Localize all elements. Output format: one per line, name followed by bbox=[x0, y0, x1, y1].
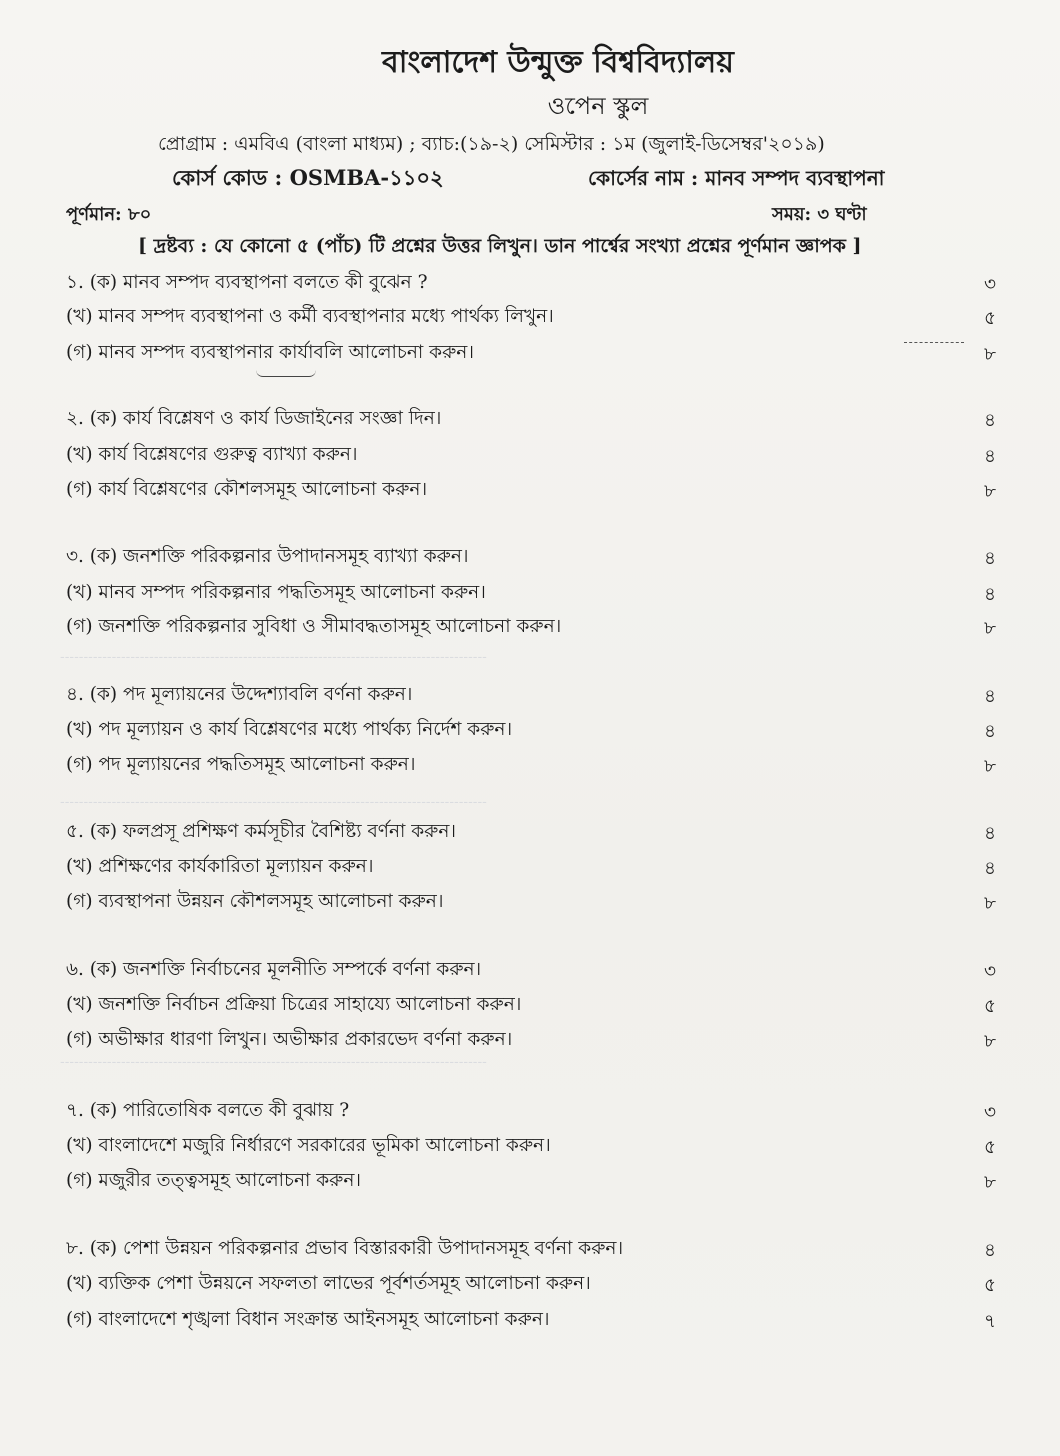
question-1c-mark: ৮ bbox=[983, 344, 996, 365]
question-5a: ৫. (ক) ফলপ্রসূ প্রশিক্ষণ কর্মসূচীর বৈশিষ্ট্য বর্ণনা করুন। bbox=[66, 821, 457, 842]
question-7b-mark: ৫ bbox=[983, 1137, 996, 1158]
question-8c: (গ) বাংলাদেশে শৃঙ্খলা বিধান সংক্রান্ত আইনসমূহ আলোচনা করুন। bbox=[66, 1309, 550, 1330]
question-8c-mark: ৭ bbox=[983, 1311, 997, 1332]
question-3c: (গ) জনশক্তি পরিকল্পনার সুবিধা ও সীমাবদ্ধতাসমূহ আলোচনা করুন। bbox=[66, 616, 562, 637]
question-5b-mark: ৪ bbox=[983, 858, 996, 879]
question-8a: ৮. (ক) পেশা উন্নয়ন পরিকল্পনার প্রভাব বিস্তারকারী উপাদানসমূহ বর্ণনা করুন। bbox=[66, 1238, 624, 1259]
question-8b: (খ) ব্যক্তিক পেশা উন্নয়নে সফলতা লাভের পূর্বশর্তসমূহ আলোচনা করুন। bbox=[66, 1273, 591, 1294]
question-2a-mark: ৪ bbox=[983, 410, 996, 431]
question-8a-mark: ৪ bbox=[983, 1240, 996, 1261]
question-5b: (খ) প্রশিক্ষণের কার্যকারিতা মূল্যায়ন করুন। bbox=[66, 856, 374, 877]
full-marks: পূর্ণমান: ৮০ bbox=[66, 204, 152, 225]
question-3c-mark: ৮ bbox=[983, 618, 996, 639]
question-5c: (গ) ব্যবস্থাপনা উন্নয়ন কৌশলসমূহ আলোচনা করুন। bbox=[66, 891, 444, 912]
question-5c-mark: ৮ bbox=[983, 893, 996, 914]
question-1c: (গ) মানব সম্পদ ব্যবস্থাপনার কার্যাবলি আলোচনা করুন। bbox=[66, 342, 474, 363]
question-7c: (গ) মজুরীর তত্ত্বসমূহ আলোচনা করুন। bbox=[66, 1170, 362, 1191]
question-7c-mark: ৮ bbox=[983, 1172, 996, 1193]
question-2a: ২. (ক) কার্য বিশ্লেষণ ও কার্য ডিজাইনের সংজ্ঞা দিন। bbox=[66, 408, 442, 429]
school-name: ওপেন স্কুল bbox=[547, 92, 649, 120]
question-8b-mark: ৫ bbox=[983, 1275, 996, 1296]
course-code: কোর্স কোড : OSMBA-১১০২ bbox=[172, 165, 444, 190]
question-3a: ৩. (ক) জনশক্তি পরিকল্পনার উপাদানসমূহ ব্যাখ্যা করুন। bbox=[66, 546, 469, 567]
question-2b-mark: ৪ bbox=[983, 446, 996, 467]
reverse-side-bleed: ------------------------------------------------------------------------------------------- bbox=[60, 795, 487, 810]
question-4b: (খ) পদ মূল্যায়ন ও কার্য বিশ্লেষণের মধ্যে পার্থক্য নির্দেশ করুন। bbox=[66, 719, 513, 740]
question-1a: ১. (ক) মানব সম্পদ ব্যবস্থাপনা বলতে কী বুঝেন ? bbox=[66, 272, 428, 293]
instruction-note: [ দ্রষ্টব্য : যে কোনো ৫ (পাঁচ) টি প্রশ্নের উত্তর লিখুন। ডান পার্শ্বের সংখ্যা প্রশ্নের পূর্ণমান জ্ঞাপক ] bbox=[138, 235, 862, 257]
exam-time: সময়: ৩ ঘণ্টা bbox=[772, 204, 867, 225]
university-title: বাংলাদেশ উন্মুক্ত বিশ্ববিদ্যালয় bbox=[382, 45, 734, 80]
reverse-side-bleed: ------------------------------------------------------------------------------------------- bbox=[60, 650, 487, 665]
question-3a-mark: ৪ bbox=[983, 548, 996, 569]
question-3b-mark: ৪ bbox=[983, 584, 996, 605]
question-4c-mark: ৮ bbox=[983, 756, 996, 777]
question-2c: (গ) কার্য বিশ্লেষণের কৌশলসমূহ আলোচনা করুন। bbox=[66, 479, 428, 500]
question-1b-mark: ৫ bbox=[983, 308, 996, 329]
program-info: প্রোগ্রাম : এমবিএ (বাংলা মাধ্যম) ; ব্যাচ:(১৯-২) সেমিস্টার : ১ম (জুলাই-ডিসেম্বর'২০১৯) bbox=[158, 133, 825, 155]
question-6b: (খ) জনশক্তি নির্বাচন প্রক্রিয়া চিত্রের সাহায্যে আলোচনা করুন। bbox=[66, 994, 522, 1015]
reverse-side-bleed: ------------------------------------------------------------------------------------------- bbox=[60, 1055, 487, 1070]
question-7a-mark: ৩ bbox=[983, 1102, 997, 1123]
pen-underline-mark bbox=[256, 370, 316, 377]
pen-dash-mark bbox=[904, 342, 964, 343]
question-4a-mark: ৪ bbox=[983, 686, 996, 707]
question-4b-mark: ৪ bbox=[983, 721, 996, 742]
question-4c: (গ) পদ মূল্যায়নের পদ্ধতিসমূহ আলোচনা করুন। bbox=[66, 754, 416, 775]
question-6a: ৬. (ক) জনশক্তি নির্বাচনের মূলনীতি সম্পর্কে বর্ণনা করুন। bbox=[66, 959, 482, 980]
question-6b-mark: ৫ bbox=[983, 996, 996, 1017]
question-5a-mark: ৪ bbox=[983, 823, 996, 844]
question-3b: (খ) মানব সম্পদ পরিকল্পনার পদ্ধতিসমূহ আলোচনা করুন। bbox=[66, 582, 486, 603]
question-4a: ৪. (ক) পদ মূল্যায়নের উদ্দেশ্যাবলি বর্ণনা করুন। bbox=[66, 684, 413, 705]
question-7a: ৭. (ক) পারিতোষিক বলতে কী বুঝায় ? bbox=[66, 1100, 350, 1121]
question-6a-mark: ৩ bbox=[983, 961, 997, 982]
question-2b: (খ) কার্য বিশ্লেষণের গুরুত্ব ব্যাখ্যা করুন। bbox=[66, 444, 358, 465]
question-6c-mark: ৮ bbox=[983, 1031, 996, 1052]
question-2c-mark: ৮ bbox=[983, 481, 996, 502]
question-1a-mark: ৩ bbox=[983, 274, 997, 295]
question-7b: (খ) বাংলাদেশে মজুরি নির্ধারণে সরকারের ভূমিকা আলোচনা করুন। bbox=[66, 1135, 551, 1156]
question-1b: (খ) মানব সম্পদ ব্যবস্থাপনা ও কর্মী ব্যবস্থাপনার মধ্যে পার্থক্য লিখুন। bbox=[66, 306, 554, 327]
course-name: কোর্সের নাম : মানব সম্পদ ব্যবস্থাপনা bbox=[588, 166, 885, 190]
question-6c: (গ) অভীক্ষার ধারণা লিখুন। অভীক্ষার প্রকারভেদ বর্ণনা করুন। bbox=[66, 1029, 513, 1050]
